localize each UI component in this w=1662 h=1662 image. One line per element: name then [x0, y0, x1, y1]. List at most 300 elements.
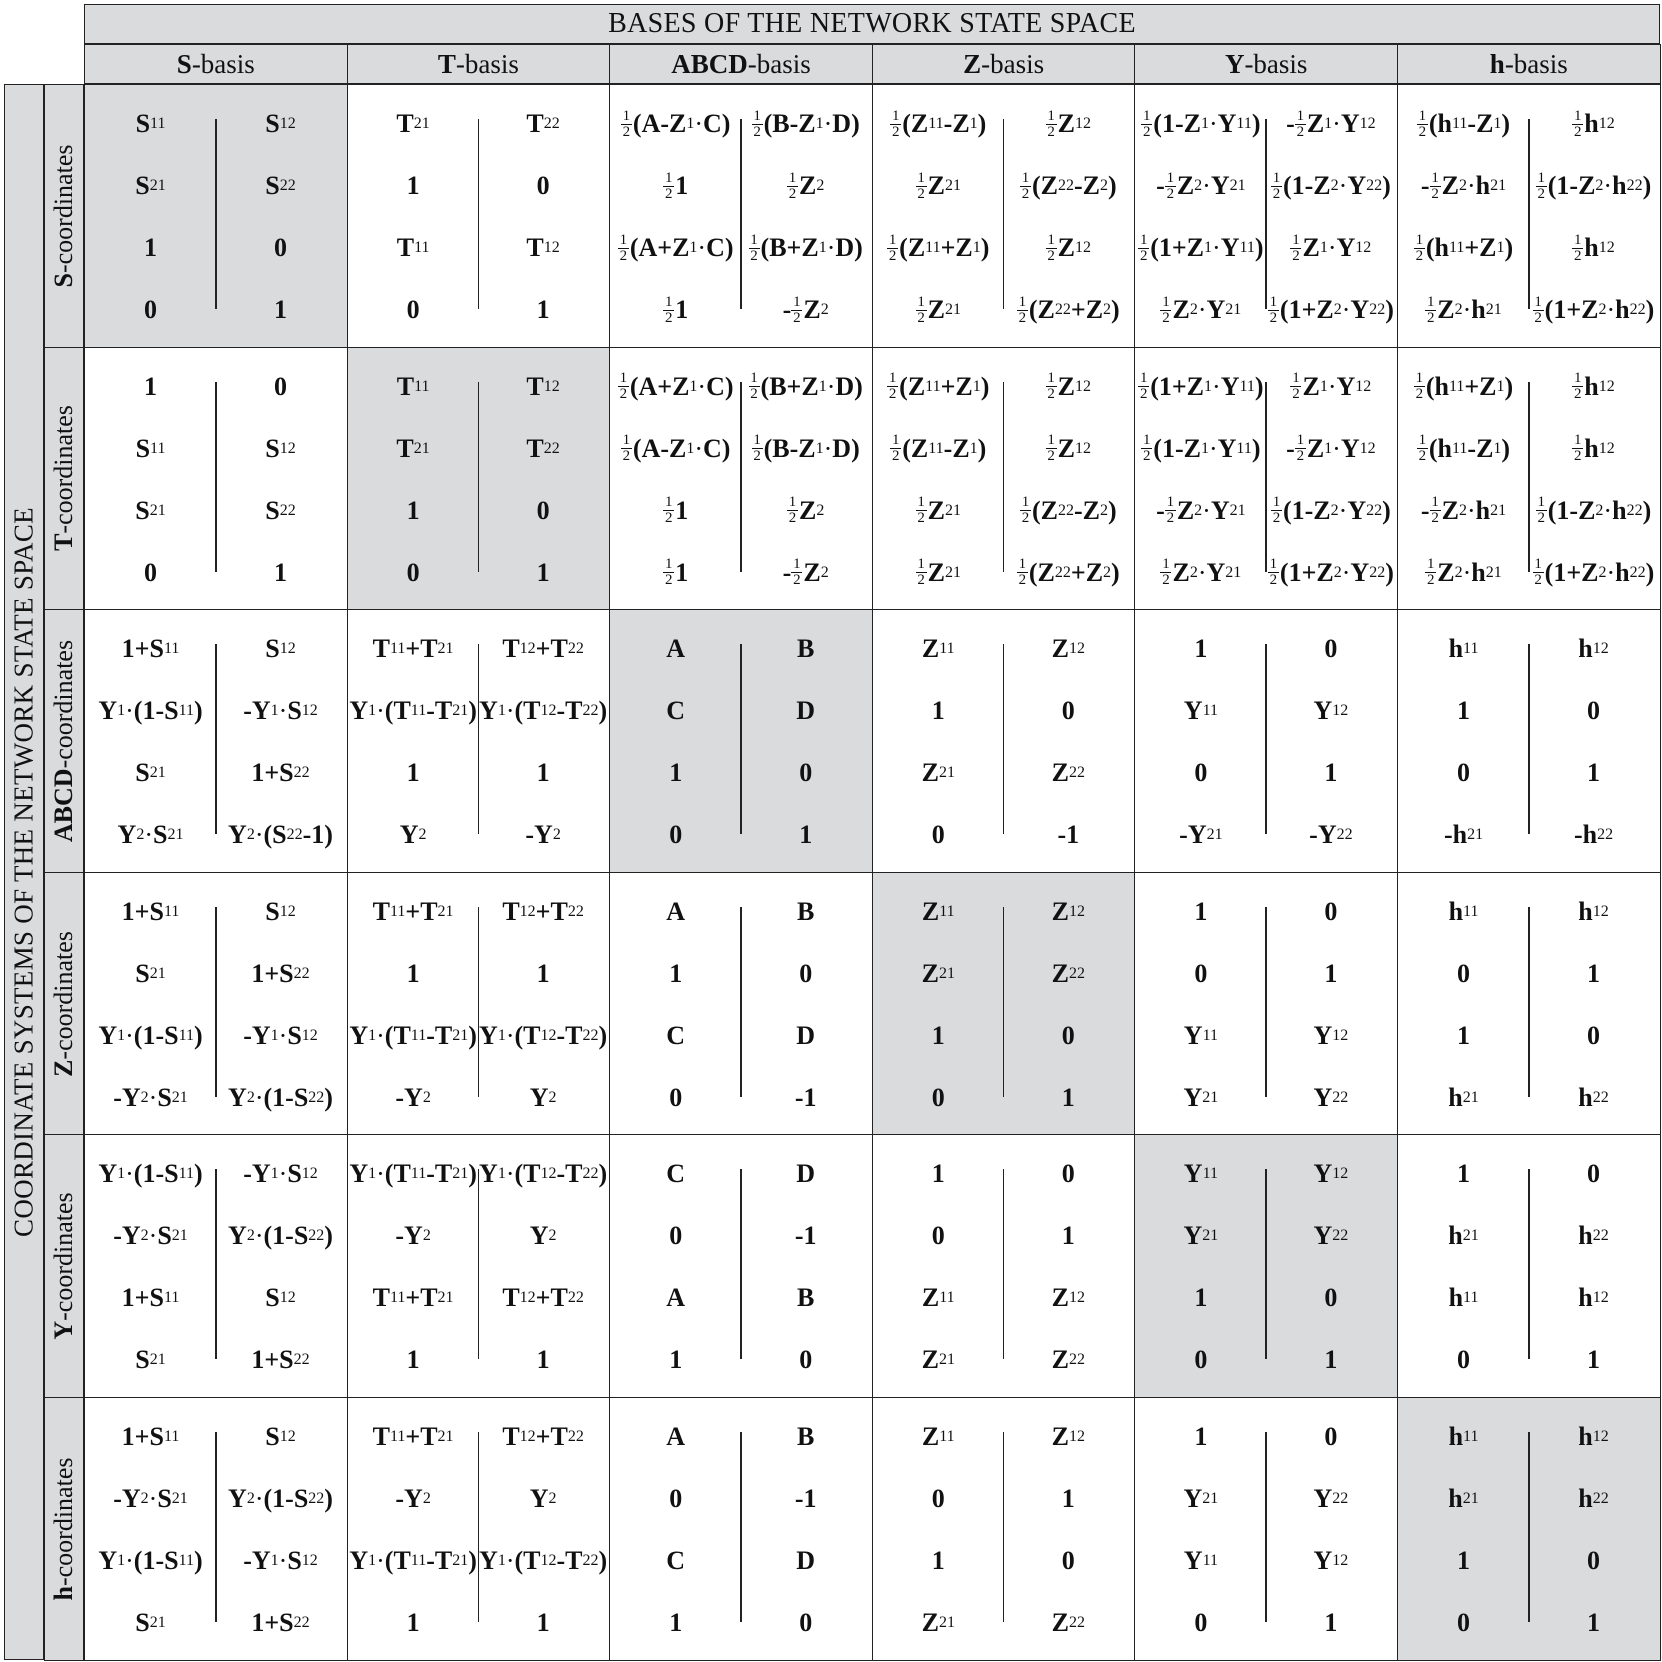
matrix-entry: 1	[1457, 1159, 1470, 1189]
matrix-entry: Y 11	[1183, 1020, 1218, 1050]
matrix-entry: Y 1 · (1-S 11 )	[98, 1159, 203, 1189]
matrix-entry: 1	[1324, 958, 1338, 988]
matrix-entry: S 22	[265, 495, 296, 525]
coordinate-label: S-coordinates	[49, 144, 78, 288]
matrix-entry: B	[797, 896, 815, 926]
matrix-entry: 1 2 h 12	[1574, 107, 1615, 140]
coordinate-label: Z-coordinates	[49, 930, 78, 1077]
coordinate-label: Y-coordinates	[49, 1192, 78, 1340]
matrix-entry: Y 12	[1313, 696, 1349, 726]
matrix-entry: Y 12	[1313, 1020, 1349, 1050]
matrix-entry: 1+S 22	[251, 1608, 310, 1637]
matrix-entry: 0	[1194, 758, 1208, 788]
matrix-entry: h 21	[1448, 1484, 1479, 1513]
matrix-entry: 1	[1194, 1283, 1208, 1313]
bases-header	[84, 4, 1660, 44]
bases-title: BASES OF THE NETWORK STATE SPACE	[608, 8, 1136, 39]
matrix-entry: 1	[406, 1345, 420, 1375]
matrix-entry: S 21	[135, 495, 166, 525]
matrix-entry: 1+S 22	[251, 958, 310, 988]
matrix-entry: 1 2 Z 2 · Y 21	[1162, 556, 1242, 589]
matrix-entry: h 12	[1578, 1422, 1609, 1451]
matrix-entry: Z 12	[1051, 1283, 1085, 1313]
matrix-entry: A	[666, 634, 686, 664]
matrix-entry: 0	[274, 233, 287, 262]
matrix-entry: h 22	[1578, 1221, 1609, 1251]
matrix-entry: 1	[669, 758, 683, 788]
matrix-entry: Y 2	[529, 1082, 557, 1112]
matrix-entry: 0	[536, 495, 550, 525]
matrix-entry: -Y 1 · S 12	[243, 1546, 318, 1575]
matrix-cell-y-coord-t-basis	[347, 1134, 611, 1398]
matrix-entry: Y 2	[399, 820, 427, 850]
matrix-entry: Y 1 · (T 12 -T 22 )	[479, 1546, 608, 1575]
basis-label: S-basis	[176, 48, 255, 79]
matrix-entry: C	[666, 696, 686, 726]
coordinate-header-y	[44, 1134, 84, 1398]
matrix-entry: 1 2 (h 11 -Z 1 )	[1418, 432, 1511, 465]
matrix-entry: 0	[144, 295, 157, 324]
matrix-cell-z-coord-t-basis	[347, 872, 611, 1136]
matrix-cell-z-coord-h-basis	[1397, 872, 1661, 1136]
matrix-entry: 1 2 (1+Z 2 · Y 22 )	[1269, 556, 1394, 589]
matrix-entry: S 21	[135, 958, 166, 988]
matrix-cell-h-coord-h-basis	[1397, 1397, 1661, 1661]
matrix-entry: 0	[406, 557, 420, 587]
matrix-entry: - 1 2 Z 2	[782, 293, 829, 326]
matrix-entry: 1 2 (h 11 -Z 1 )	[1418, 107, 1511, 140]
matrix-entry: T 12 +T 22	[502, 1422, 584, 1451]
matrix-entry: Y 1 · (T 11 -T 21 )	[349, 1546, 477, 1575]
matrix-entry: Y 2	[529, 1221, 557, 1251]
matrix-entry: Z 12	[1051, 1422, 1085, 1451]
matrix-entry: 1	[669, 1345, 683, 1375]
matrix-entry: Y 1 · (1-S 11 )	[98, 1546, 203, 1575]
matrix-entry: -1	[794, 1082, 817, 1112]
matrix-entry: 1 2 Z 12	[1047, 107, 1091, 140]
matrix-entry: S 12	[265, 433, 296, 463]
matrix-entry: 1 2 1	[664, 293, 689, 326]
matrix-entry: Y 12	[1313, 1159, 1349, 1189]
matrix-entry: 1 2 Z 12	[1047, 231, 1091, 264]
matrix-entry: Z 22	[1051, 758, 1085, 788]
matrix-entry: 0	[1457, 1608, 1470, 1637]
matrix-entry: 1 2 1	[664, 556, 689, 589]
matrix-entry: 1 2 (Z 11 -Z 1 )	[892, 432, 987, 465]
matrix-entry: 0	[1324, 1422, 1338, 1451]
matrix-entry: 1 2 h 12	[1574, 432, 1615, 465]
matrix-cell-t-coord-abcd-basis	[609, 347, 873, 611]
matrix-cell-y-coord-z-basis	[872, 1134, 1136, 1398]
coordinate-systems-header	[4, 84, 44, 1660]
matrix-entry: 1	[1457, 1020, 1470, 1050]
matrix-entry: 1	[1324, 1608, 1338, 1637]
basis-label: h-basis	[1489, 48, 1568, 79]
matrix-entry: 1 2 h 12	[1574, 231, 1615, 264]
matrix-entry: T 12	[526, 233, 560, 262]
matrix-entry: 0	[536, 171, 550, 200]
matrix-entry: 1	[669, 1608, 683, 1637]
matrix-entry: Y 12	[1313, 1546, 1349, 1575]
matrix-entry: 1 2 Z 21	[917, 494, 961, 527]
matrix-entry: -h 21	[1443, 820, 1484, 850]
matrix-entry: Y 21	[1183, 1082, 1219, 1112]
matrix-entry: 1 2 Z 2	[788, 169, 825, 202]
matrix-entry: 0	[1061, 696, 1075, 726]
matrix-entry: S 12	[265, 634, 296, 664]
matrix-entry: 1 2 Z 21	[917, 293, 961, 326]
matrix-entry: Z 21	[921, 1345, 955, 1375]
matrix-cell-h-coord-y-basis	[1134, 1397, 1398, 1661]
matrix-entry: 1 2 Z 21	[917, 556, 961, 589]
matrix-entry: 0	[1457, 1345, 1470, 1375]
matrix-entry: T 21	[396, 433, 430, 463]
coordinate-label: h-coordinates	[49, 1457, 78, 1601]
matrix-cell-h-coord-z-basis	[872, 1397, 1136, 1661]
matrix-entry: T 21	[396, 109, 430, 138]
matrix-entry: 1 2 (1-Z 2 · Y 22 )	[1272, 169, 1391, 202]
matrix-entry: -1	[1057, 820, 1080, 850]
matrix-entry: 1	[536, 295, 550, 324]
matrix-entry: Y 21	[1183, 1221, 1219, 1251]
matrix-entry: C	[666, 1546, 686, 1575]
matrix-entry: C	[666, 1159, 686, 1189]
coordinate-header-z	[44, 872, 84, 1136]
matrix-entry: 1	[536, 557, 550, 587]
matrix-cell-z-coord-y-basis	[1134, 872, 1398, 1136]
matrix-cell-abcd-coord-t-basis	[347, 609, 611, 873]
matrix-entry: 1	[799, 820, 813, 850]
matrix-entry: A	[666, 1422, 686, 1451]
matrix-entry: -Y 2 · S 21	[113, 1082, 188, 1112]
matrix-entry: Y 11	[1183, 696, 1218, 726]
coordinate-header-s	[44, 84, 84, 348]
matrix-entry: -1	[794, 1221, 817, 1251]
matrix-entry: 1 2 (B-Z 1 · D)	[753, 432, 860, 465]
matrix-entry: 1 2 Z 2 · h 21	[1427, 293, 1502, 326]
matrix-cell-z-coord-abcd-basis	[609, 872, 873, 1136]
matrix-entry: Z 22	[1051, 958, 1085, 988]
matrix-entry: - 1 2 Z 2 · h 21	[1420, 169, 1507, 202]
coordinate-label: T-coordinates	[49, 405, 78, 552]
matrix-entry: -Y 22	[1309, 820, 1353, 850]
matrix-entry: 1	[1061, 1082, 1075, 1112]
matrix-entry: 1 2 (1+Z 1 · Y 11 )	[1139, 231, 1264, 264]
matrix-entry: 1 2 (Z 11 -Z 1 )	[892, 107, 987, 140]
matrix-entry: 1 2 (Z 11 +Z 1 )	[888, 370, 990, 403]
matrix-entry: Z 21	[921, 758, 955, 788]
coordinate-header-abcd	[44, 609, 84, 873]
matrix-entry: T 12 +T 22	[502, 634, 584, 664]
matrix-cell-y-coord-h-basis	[1397, 1134, 1661, 1398]
matrix-entry: 1	[1457, 696, 1470, 726]
matrix-entry: S 21	[135, 171, 166, 200]
matrix-entry: 0	[799, 1608, 813, 1637]
matrix-entry: 1+S 22	[251, 758, 310, 788]
matrix-entry: -Y 1 · S 12	[243, 1020, 318, 1050]
matrix-entry: 1 2 Z 12	[1047, 370, 1091, 403]
matrix-entry: 1 2 (1-Z 2 · Y 22 )	[1272, 494, 1391, 527]
matrix-entry: 1+S 11	[121, 634, 180, 664]
matrix-entry: Z 12	[1051, 634, 1085, 664]
matrix-entry: 1	[406, 171, 420, 200]
matrix-entry: 1	[536, 758, 550, 788]
matrix-entry: 1 2 (1+Z 2 · Y 22 )	[1269, 293, 1394, 326]
coordinate-label: ABCD-coordinates	[49, 639, 78, 843]
matrix-entry: Z 22	[1051, 1608, 1085, 1637]
matrix-entry: 0	[1587, 1546, 1600, 1575]
matrix-entry: h 12	[1578, 1283, 1609, 1313]
matrix-cell-s-coord-abcd-basis	[609, 84, 873, 348]
matrix-entry: T 22	[526, 109, 560, 138]
matrix-entry: Y 1 · (T 11 -T 21 )	[349, 1020, 477, 1050]
matrix-cell-t-coord-t-basis	[347, 347, 611, 611]
basis-header-s	[84, 44, 348, 84]
matrix-entry: 1	[1061, 1484, 1075, 1513]
matrix-entry: 1 2 (Z 11 +Z 1 )	[888, 231, 990, 264]
matrix-entry: 1 2 (B-Z 1 · D)	[753, 107, 860, 140]
matrix-entry: 1	[406, 758, 420, 788]
matrix-entry: 0	[1587, 696, 1600, 726]
matrix-entry: 0	[1061, 1159, 1075, 1189]
matrix-entry: Y 1 · (1-S 11 )	[98, 696, 203, 726]
matrix-entry: 0	[1324, 896, 1338, 926]
matrix-entry: 0	[144, 557, 157, 587]
matrix-entry: 0	[1587, 1020, 1600, 1050]
matrix-entry: S 11	[135, 109, 166, 138]
basis-label: Y-basis	[1224, 48, 1308, 79]
matrix-entry: Y 2 · (1-S 22 )	[228, 1082, 333, 1112]
matrix-entry: B	[797, 1283, 815, 1313]
matrix-entry: 1 2 (A-Z 1 · C)	[622, 107, 731, 140]
matrix-entry: B	[797, 634, 815, 664]
matrix-entry: h 21	[1448, 1221, 1479, 1251]
matrix-entry: 1 2 1	[664, 494, 689, 527]
matrix-entry: Y 22	[1313, 1082, 1349, 1112]
matrix-entry: 1	[1457, 1546, 1470, 1575]
matrix-entry: 1 2 (Z 22 -Z 2 )	[1021, 494, 1117, 527]
matrix-entry: - 1 2 Z 2 · h 21	[1420, 494, 1507, 527]
matrix-entry: h 21	[1448, 1082, 1479, 1112]
matrix-entry: 1	[931, 1159, 945, 1189]
matrix-entry: 1	[669, 958, 683, 988]
matrix-cell-abcd-coord-h-basis	[1397, 609, 1661, 873]
matrix-cell-abcd-coord-abcd-basis	[609, 609, 873, 873]
matrix-entry: 1 2 Z 1 · Y 12	[1292, 231, 1372, 264]
matrix-entry: 1	[144, 371, 157, 401]
matrix-entry: - 1 2 Z 2	[782, 556, 829, 589]
basis-label: T-basis	[437, 48, 519, 79]
matrix-entry: 1	[536, 958, 550, 988]
matrix-cell-h-coord-t-basis	[347, 1397, 611, 1661]
matrix-cell-abcd-coord-z-basis	[872, 609, 1136, 873]
matrix-entry: 1 2 (A+Z 1 · C)	[619, 370, 734, 403]
matrix-entry: 1+S 11	[121, 1422, 180, 1451]
matrix-entry: 1 2 Z 2 · Y 21	[1162, 293, 1242, 326]
matrix-entry: 0	[1061, 1546, 1075, 1575]
matrix-entry: 0	[1457, 758, 1470, 788]
matrix-entry: 0	[799, 1345, 813, 1375]
matrix-entry: 1 2 Z 1 · Y 12	[1292, 370, 1372, 403]
matrix-entry: Z 12	[1051, 896, 1085, 926]
matrix-cell-z-coord-s-basis	[84, 872, 348, 1136]
matrix-entry: 1	[406, 1608, 420, 1637]
matrix-entry: A	[666, 1283, 686, 1313]
matrix-entry: 0	[931, 1221, 945, 1251]
matrix-entry: B	[797, 1422, 815, 1451]
matrix-entry: Z 21	[921, 1608, 955, 1637]
matrix-entry: 1 2 (1-Z 1 · Y 11 )	[1143, 432, 1261, 465]
matrix-cell-s-coord-z-basis	[872, 84, 1136, 348]
matrix-entry: Z 11	[921, 1283, 955, 1313]
matrix-entry: h 11	[1448, 896, 1479, 926]
basis-label: ABCD-basis	[671, 48, 811, 79]
matrix-entry: S 21	[135, 1345, 166, 1375]
matrix-entry: T 12 +T 22	[502, 1283, 584, 1313]
matrix-entry: 1 2 (1+Z 1 · Y 11 )	[1139, 370, 1264, 403]
matrix-entry: Z 11	[921, 634, 955, 664]
matrix-entry: D	[796, 696, 816, 726]
matrix-entry: h 12	[1578, 634, 1609, 664]
matrix-entry: -h 22	[1573, 820, 1614, 850]
matrix-entry: -Y 1 · S 12	[243, 696, 318, 726]
matrix-entry: Y 22	[1313, 1484, 1349, 1513]
matrix-entry: - 1 2 Z 1 · Y 12	[1286, 107, 1376, 140]
matrix-entry: Y 2 · S 21	[117, 820, 184, 850]
matrix-entry: - 1 2 Z 1 · Y 12	[1286, 432, 1376, 465]
matrix-cell-t-coord-y-basis	[1134, 347, 1398, 611]
matrix-entry: 1	[931, 696, 945, 726]
matrix-entry: -Y 2 · S 21	[113, 1484, 188, 1513]
matrix-entry: 1	[1587, 958, 1600, 988]
matrix-entry: 0	[669, 820, 683, 850]
matrix-entry: 1 2 (1+Z 2 · h 22 )	[1534, 293, 1655, 326]
matrix-entry: 0	[1194, 1345, 1208, 1375]
matrix-entry: T 12	[526, 371, 560, 401]
matrix-entry: 1 2 (B+Z 1 · D)	[750, 370, 863, 403]
matrix-entry: 1	[1061, 1221, 1075, 1251]
matrix-cell-t-coord-z-basis	[872, 347, 1136, 611]
matrix-entry: -Y 2	[525, 820, 561, 850]
basis-header-z	[872, 44, 1136, 84]
matrix-cell-s-coord-s-basis	[84, 84, 348, 348]
matrix-entry: 1	[406, 495, 420, 525]
matrix-entry: h 11	[1448, 1283, 1479, 1313]
matrix-cell-s-coord-y-basis	[1134, 84, 1398, 348]
matrix-cell-abcd-coord-y-basis	[1134, 609, 1398, 873]
matrix-entry: -1	[794, 1484, 817, 1513]
matrix-entry: Y 1 · (T 12 -T 22 )	[479, 696, 608, 726]
matrix-entry: -Y 2	[395, 1221, 431, 1251]
matrix-entry: S 12	[265, 896, 296, 926]
matrix-cell-t-coord-h-basis	[1397, 347, 1661, 611]
matrix-entry: 1 2 (Z 22 +Z 2 )	[1018, 293, 1120, 326]
matrix-entry: 1	[406, 958, 420, 988]
matrix-entry: 1	[931, 1546, 945, 1575]
matrix-cell-s-coord-h-basis	[1397, 84, 1661, 348]
matrix-entry: S 12	[265, 1283, 296, 1313]
matrix-entry: -Y 2	[395, 1082, 431, 1112]
matrix-entry: 0	[669, 1484, 683, 1513]
matrix-entry: T 22	[526, 433, 560, 463]
matrix-entry: 1	[274, 295, 287, 324]
matrix-entry: - 1 2 Z 2 · Y 21	[1156, 494, 1246, 527]
matrix-entry: D	[796, 1546, 816, 1575]
matrix-entry: Z 11	[921, 896, 955, 926]
matrix-entry: Y 2 · (1-S 22 )	[228, 1484, 333, 1513]
matrix-entry: T 11 +T 21	[372, 1422, 454, 1451]
matrix-cell-s-coord-t-basis	[347, 84, 611, 348]
matrix-entry: 0	[669, 1221, 683, 1251]
matrix-entry: 0	[1457, 958, 1470, 988]
matrix-entry: 1 2 (Z 22 +Z 2 )	[1018, 556, 1120, 589]
matrix-entry: 1	[1324, 1345, 1338, 1375]
matrix-entry: Y 21	[1183, 1484, 1219, 1513]
matrix-entry: Y 2 · (S 22 -1)	[228, 820, 333, 850]
basis-label: Z-basis	[963, 48, 1045, 79]
matrix-entry: Y 1 · (T 11 -T 21 )	[349, 696, 477, 726]
matrix-entry: 1	[536, 1345, 550, 1375]
matrix-entry: 0	[1061, 1020, 1075, 1050]
matrix-entry: 1+S 11	[121, 1283, 180, 1313]
matrix-entry: 1 2 (1-Z 1 · Y 11 )	[1143, 107, 1261, 140]
matrix-entry: 1 2 Z 2 · h 21	[1427, 556, 1502, 589]
matrix-entry: Y 22	[1313, 1221, 1349, 1251]
matrix-entry: -Y 2 · S 21	[113, 1221, 188, 1251]
matrix-cell-abcd-coord-s-basis	[84, 609, 348, 873]
matrix-entry: h 11	[1448, 634, 1479, 664]
coordinate-header-t	[44, 347, 84, 611]
matrix-entry: D	[796, 1020, 816, 1050]
matrix-entry: 1	[1194, 896, 1208, 926]
matrix-entry: 1	[931, 1020, 945, 1050]
matrix-entry: 1	[144, 233, 157, 262]
matrix-entry: -Y 1 · S 12	[243, 1159, 318, 1189]
matrix-entry: 1 2 Z 12	[1047, 432, 1091, 465]
matrix-entry: 1	[536, 1608, 550, 1637]
matrix-entry: 0	[799, 758, 813, 788]
matrix-entry: T 11	[396, 233, 430, 262]
matrix-entry: Z 22	[1051, 1345, 1085, 1375]
matrix-entry: 0	[931, 1484, 945, 1513]
matrix-entry: 1 2 (h 11 +Z 1 )	[1415, 231, 1514, 264]
matrix-entry: 1	[1587, 1345, 1600, 1375]
matrix-entry: 0	[274, 371, 287, 401]
matrix-entry: 1	[1194, 1422, 1208, 1451]
matrix-entry: Z 11	[921, 1422, 955, 1451]
matrix-entry: 1	[1324, 758, 1338, 788]
matrix-entry: 0	[406, 295, 420, 324]
matrix-entry: T 11	[396, 371, 430, 401]
coordinate-header-h	[44, 1397, 84, 1661]
basis-header-t	[347, 44, 611, 84]
matrix-entry: 1	[1194, 634, 1208, 664]
basis-header-h	[1397, 44, 1661, 84]
matrix-entry: 0	[931, 1082, 945, 1112]
matrix-cell-y-coord-y-basis	[1134, 1134, 1398, 1398]
matrix-entry: 1 2 h 12	[1574, 370, 1615, 403]
matrix-entry: 1	[1587, 758, 1600, 788]
matrix-entry: Y 2	[529, 1484, 557, 1513]
matrix-cell-h-coord-s-basis	[84, 1397, 348, 1661]
matrix-entry: 0	[799, 958, 813, 988]
matrix-entry: 0	[1194, 958, 1208, 988]
matrix-entry: 1 2 Z 21	[917, 169, 961, 202]
matrix-entry: -Y 21	[1179, 820, 1223, 850]
matrix-entry: 0	[1324, 634, 1338, 664]
matrix-entry: 1+S 11	[121, 896, 180, 926]
matrix-entry: 1 2 1	[664, 169, 689, 202]
